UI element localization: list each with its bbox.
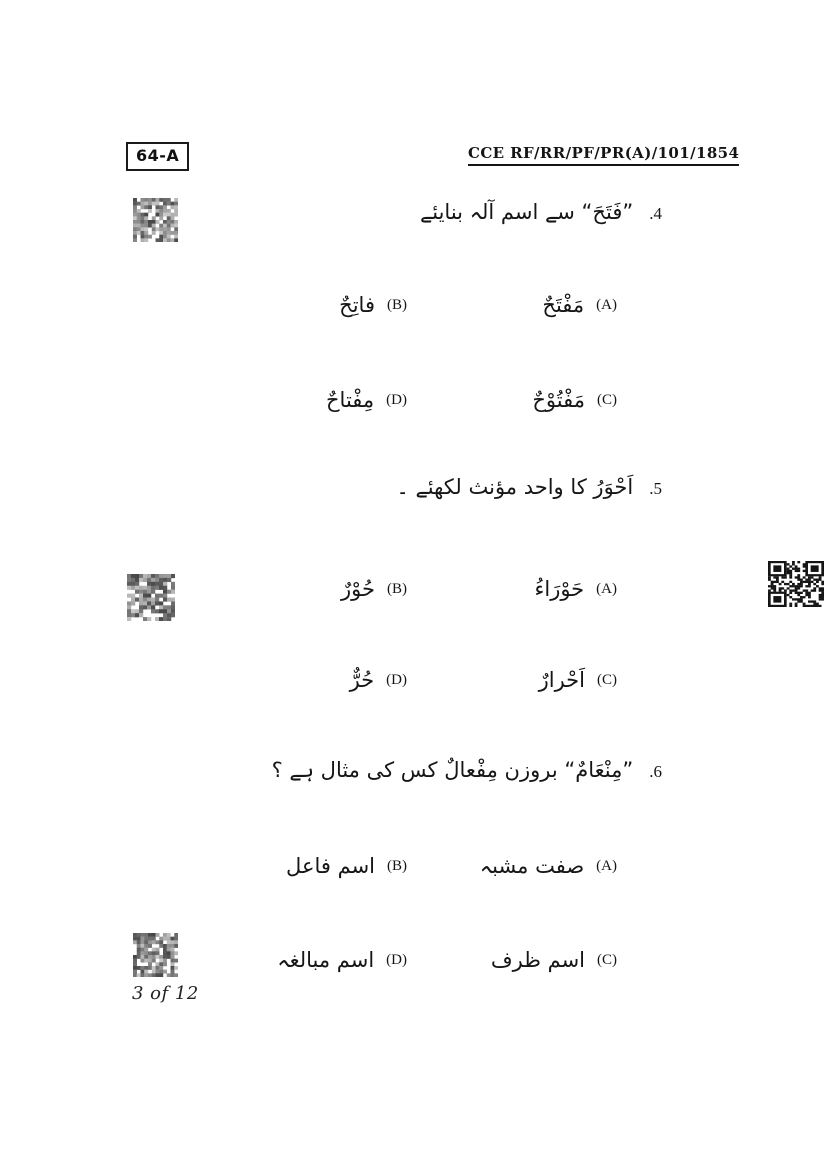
page-number: 3 of 12	[132, 983, 199, 1004]
option-text: حُوْرٌ	[341, 577, 375, 601]
option-letter: (D)	[386, 671, 407, 688]
question-text: اَحْوَرُ کا واحد مؤنث لکھئے ۔	[396, 475, 634, 499]
option-letter: (C)	[597, 671, 617, 688]
option-letter: (B)	[387, 580, 407, 597]
question-text: ”مِنْعَامٌ“ بروزن مِفْعالٌ کس کی مثال ہے ؟	[271, 758, 634, 782]
option-text: مِفْتاحٌ	[326, 388, 375, 412]
qr-code-icon	[768, 561, 824, 607]
question-text: ”فَتَحَ“ سے اسم آلہ بنایئے	[419, 200, 634, 224]
option-letter: (B)	[387, 296, 407, 313]
option-text: مَفْتُوْحٌ	[532, 388, 585, 412]
option-letter: (D)	[386, 951, 407, 968]
q4-option-b	[339, 288, 407, 322]
q5-option-c	[539, 663, 617, 697]
option-text: حَوْرَاءُ	[534, 577, 585, 601]
option-letter: (A)	[596, 580, 617, 597]
datamatrix-code-icon	[127, 574, 175, 621]
q5-option-b	[341, 572, 407, 606]
booklet-code-badge: 64-A	[126, 142, 189, 171]
q6-option-b	[286, 849, 407, 883]
option-letter: (C)	[597, 391, 617, 408]
option-text: اسم مبالغہ	[277, 948, 375, 972]
question-6-heading	[272, 753, 662, 789]
option-letter: (C)	[597, 951, 617, 968]
datamatrix-code-icon	[133, 933, 178, 977]
q6-option-a	[480, 849, 617, 883]
q5-option-d	[350, 663, 407, 697]
option-text: حُرٌّ	[349, 668, 375, 692]
option-text: مَفْتَحٌ	[542, 293, 585, 317]
q6-option-d	[277, 943, 407, 977]
option-text: اسم ظرف	[490, 948, 585, 972]
option-letter: (D)	[386, 391, 407, 408]
question-number: 6.	[649, 762, 662, 781]
q4-option-a	[542, 288, 617, 322]
option-text: صفت مشبہ	[479, 854, 585, 878]
question-5-heading	[397, 470, 663, 506]
q4-option-c	[532, 383, 617, 417]
option-text: فاتِحٌ	[339, 293, 375, 317]
option-text: اَحْرارٌ	[538, 668, 585, 692]
option-letter: (B)	[387, 857, 407, 874]
question-number: 5.	[649, 479, 662, 498]
q6-option-c	[491, 943, 617, 977]
question-4-heading	[420, 195, 662, 231]
option-letter: (A)	[596, 857, 617, 874]
datamatrix-code-icon	[133, 198, 178, 242]
option-letter: (A)	[596, 296, 617, 313]
option-text: اسم فاعل	[286, 854, 375, 878]
q5-option-a	[534, 572, 617, 606]
question-number: 4.	[649, 204, 662, 223]
paper-reference-code: CCE RF/RR/PF/PR(A)/101/1854	[468, 144, 739, 166]
q4-option-d	[326, 383, 407, 417]
